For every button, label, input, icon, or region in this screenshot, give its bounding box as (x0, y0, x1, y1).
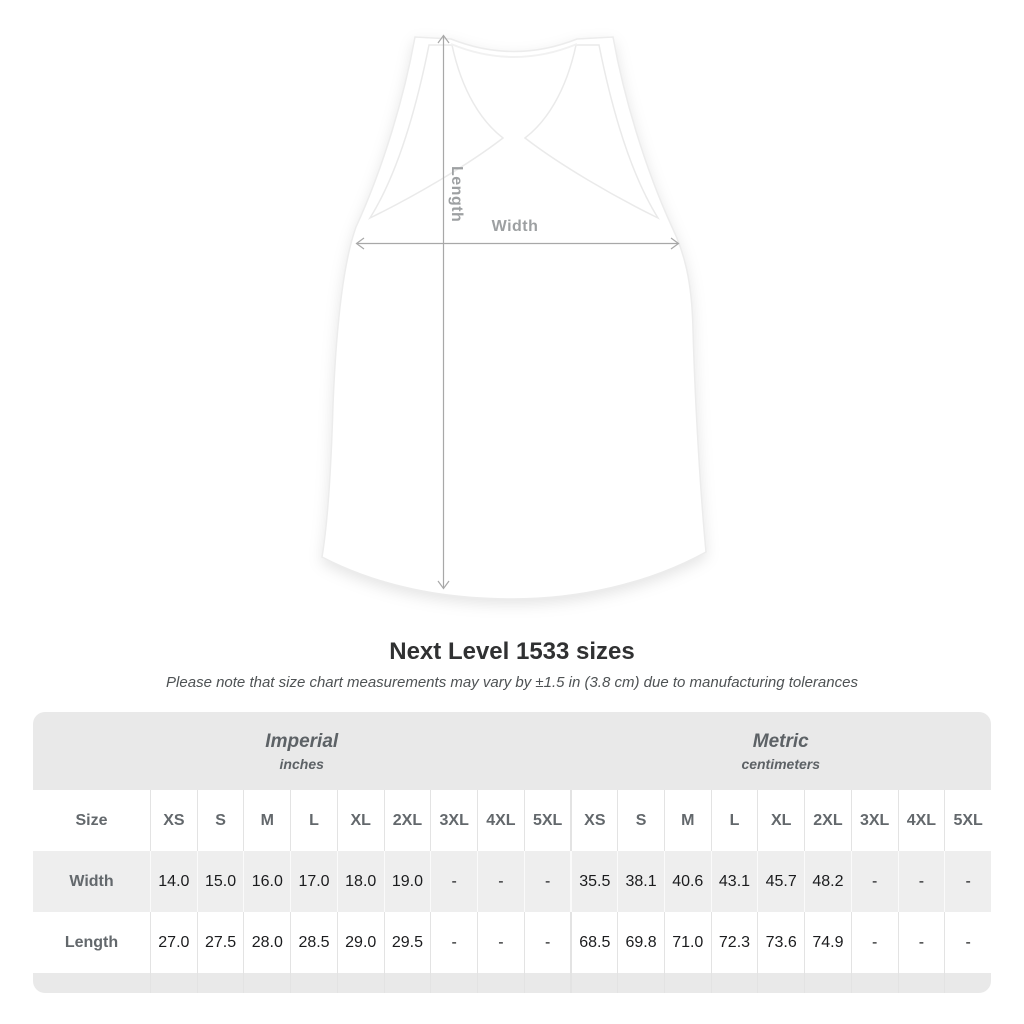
length-value: - (851, 912, 898, 973)
width-value: 38.1 (617, 851, 664, 912)
length-value: - (524, 912, 571, 973)
width-value: 19.0 (384, 851, 431, 912)
length-value: - (944, 912, 991, 973)
length-dimension-label: Length (448, 166, 465, 223)
size-header: L (711, 790, 758, 851)
width-value: - (524, 851, 571, 912)
length-value: 73.6 (757, 912, 804, 973)
size-header: M (664, 790, 711, 851)
size-header: S (197, 790, 244, 851)
width-value: 16.0 (243, 851, 290, 912)
width-dimension-label: Width (491, 218, 539, 235)
size-header: M (243, 790, 290, 851)
length-value: - (477, 912, 524, 973)
size-header: 5XL (944, 790, 991, 851)
width-value: - (944, 851, 991, 912)
size-header: L (290, 790, 337, 851)
size-header: 4XL (898, 790, 945, 851)
length-value: - (898, 912, 945, 973)
width-value: 18.0 (337, 851, 384, 912)
size-header: 3XL (430, 790, 477, 851)
length-value: 29.0 (337, 912, 384, 973)
length-row (33, 912, 991, 973)
length-value: 28.0 (243, 912, 290, 973)
size-chart-table (33, 712, 991, 993)
size-chart-table-wrapper (33, 712, 991, 993)
length-value: 29.5 (384, 912, 431, 973)
length-value: 27.0 (150, 912, 197, 973)
metric-group-header (570, 712, 991, 790)
tank-top-silhouette (322, 37, 706, 599)
length-value: 72.3 (711, 912, 758, 973)
size-header-row (33, 790, 991, 851)
length-value: 69.8 (617, 912, 664, 973)
size-header: 3XL (851, 790, 898, 851)
size-column-header: Size (33, 790, 150, 851)
length-value: 28.5 (290, 912, 337, 973)
metric-label: Metric (752, 730, 809, 752)
imperial-group-header (33, 712, 570, 790)
size-header: S (617, 790, 664, 851)
size-header: 2XL (804, 790, 851, 851)
width-value: 43.1 (711, 851, 758, 912)
width-value: - (477, 851, 524, 912)
size-header: 2XL (384, 790, 431, 851)
table-footer-band (33, 973, 991, 993)
unit-header-row (33, 712, 991, 790)
length-value: 27.5 (197, 912, 244, 973)
width-value: 14.0 (150, 851, 197, 912)
width-value: 15.0 (197, 851, 244, 912)
length-value: 68.5 (570, 912, 617, 973)
size-header: XS (570, 790, 617, 851)
size-header: XL (337, 790, 384, 851)
imperial-unit-label: inches (279, 755, 324, 772)
width-value: 48.2 (804, 851, 851, 912)
metric-unit-label: centimeters (741, 755, 821, 772)
width-row (33, 851, 991, 912)
width-value: 45.7 (757, 851, 804, 912)
page-title: Next Level 1533 sizes (389, 638, 635, 665)
width-value: - (898, 851, 945, 912)
size-header: XL (757, 790, 804, 851)
width-value: 35.5 (570, 851, 617, 912)
size-header: XS (150, 790, 197, 851)
length-row-label: Length (33, 912, 150, 973)
width-value: 17.0 (290, 851, 337, 912)
size-header: 4XL (477, 790, 524, 851)
size-header: 5XL (524, 790, 571, 851)
imperial-label: Imperial (265, 730, 339, 752)
length-value: 74.9 (804, 912, 851, 973)
tolerance-note: Please note that size chart measurements may vary by ±1.5 in (3.8 cm) due to manufacturing tolerances (166, 674, 858, 691)
length-value: 71.0 (664, 912, 711, 973)
width-value: - (430, 851, 477, 912)
width-value: - (851, 851, 898, 912)
length-value: - (430, 912, 477, 973)
width-value: 40.6 (664, 851, 711, 912)
width-row-label: Width (33, 851, 150, 912)
